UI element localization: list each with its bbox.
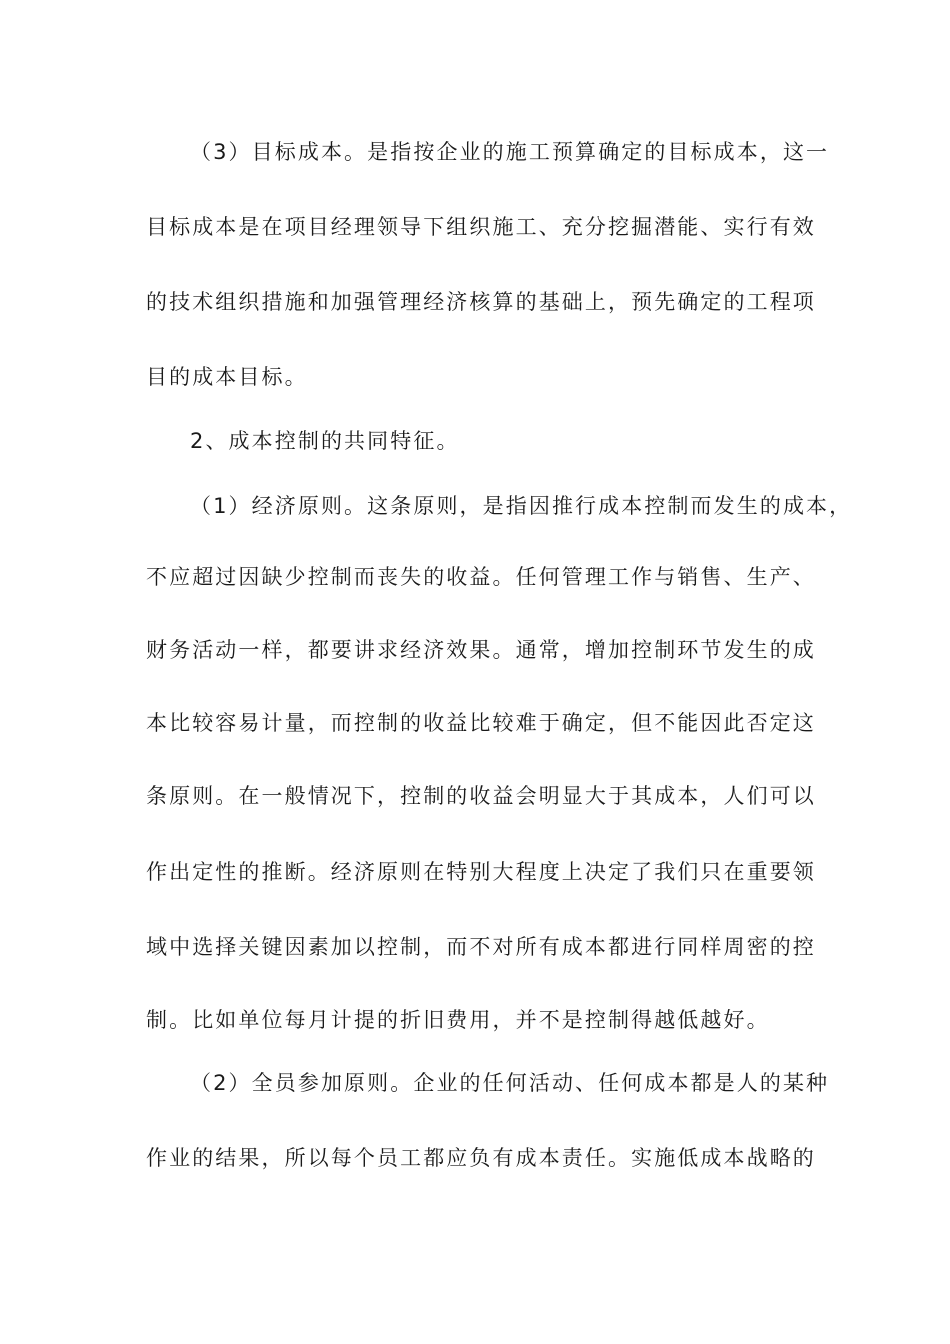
paragraph-economic-principle-line-2: 不应超过因缺少控制而丧失的收益。任何管理工作与销售、生产、 (146, 565, 816, 589)
paragraph-economic-principle-line-3: 财务活动一样，都要讲求经济效果。通常，增加控制环节发生的成 (146, 638, 816, 662)
paragraph-economic-principle-line-8: 制。比如单位每月计提的折旧费用，并不是控制得越低越好。 (146, 1008, 770, 1032)
paragraph-economic-principle-line-1: （1）经济原则。这条原则，是指因推行成本控制而发生的成本， (190, 494, 853, 518)
paragraph-economic-principle-line-5: 条原则。在一般情况下，控制的收益会明显大于其成本，人们可以 (146, 784, 816, 808)
paragraph-economic-principle-line-7: 域中选择关键因素加以控制，而不对所有成本都进行同样周密的控 (146, 935, 816, 959)
paragraph-target-cost-line-3: 的技术组织措施和加强管理经济核算的基础上，预先确定的工程项 (146, 290, 816, 314)
paragraph-full-participation-line-1: （2）全员参加原则。企业的任何活动、任何成本都是人的某种 (190, 1071, 830, 1095)
paragraph-economic-principle-line-4: 本比较容易计量，而控制的收益比较难于确定，但不能因此否定这 (146, 711, 816, 735)
paragraph-target-cost-line-4: 目的成本目标。 (146, 365, 308, 389)
paragraph-target-cost-line-2: 目标成本是在项目经理领导下组织施工、充分挖掘潜能、实行有效 (146, 215, 816, 239)
paragraph-full-participation-line-2: 作业的结果，所以每个员工都应负有成本责任。实施低成本战略的 (146, 1146, 816, 1170)
paragraph-target-cost-line-1: （3）目标成本。是指按企业的施工预算确定的目标成本，这一 (190, 140, 830, 164)
paragraph-economic-principle-line-6: 作出定性的推断。经济原则在特别大程度上决定了我们只在重要领 (146, 860, 816, 884)
section-heading-common-features: 2、成本控制的共同特征。 (190, 429, 460, 453)
